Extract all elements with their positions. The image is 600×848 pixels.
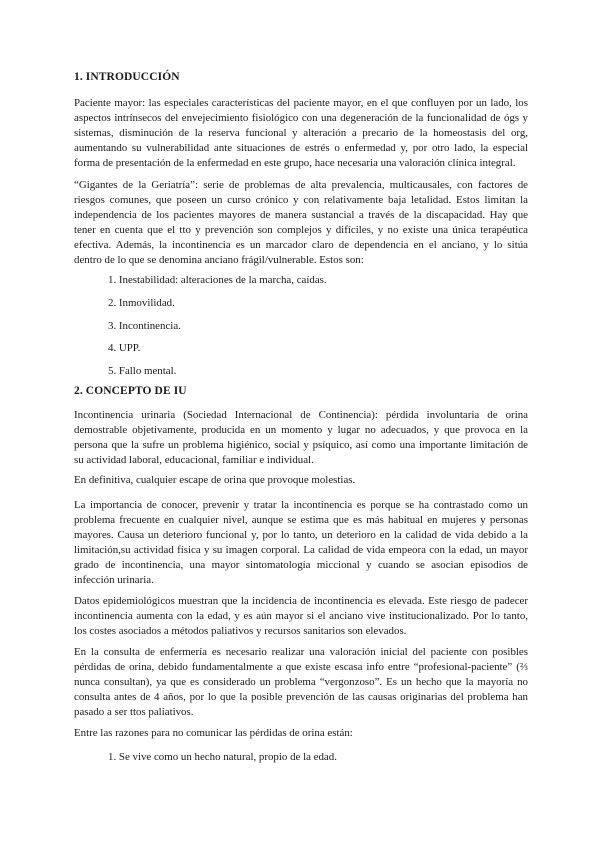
paragraph-datos-epidemiologicos — [74, 594, 528, 639]
text-line: riesgos comunes, que poseen un curso crónico y con relativamente baja letalidad. Estos limitan la — [74, 194, 528, 206]
paragraph-gigantes-geriatria — [74, 178, 528, 268]
text-line: su actividad laboral, educacional, familiar e individual. — [74, 454, 314, 466]
paragraph-en-definitiva — [74, 473, 528, 488]
text-line: persona que la sufre un problema higiénico, social y psíquico, así como una importante limitación de — [74, 439, 528, 451]
text-line: infección urinaria. — [74, 574, 154, 586]
text-line: incontinencia aumenta con la edad, y es aún mayor si el anciano vive institucionalizado. Por lo tanto, — [74, 610, 528, 622]
paragraph-definicion-iu — [74, 408, 528, 468]
text-line: nunca consultan), ya que es considerado un problema “vergonzoso”. Es un hecho que la mayoría no — [74, 676, 528, 688]
list-item: 3. Incontinencia. — [108, 320, 181, 332]
text-line: dentro de lo que se denomina anciano frágil/vulnerable. Estos son: — [74, 254, 364, 266]
text-line: efectiva. Además, la incontinencia es un marcador claro de dependencia en el anciano, y lo sitúa — [74, 239, 528, 251]
list-item: 1. Se vive como un hecho natural, propio de la edad. — [108, 751, 337, 763]
list-item: 4. UPP. — [108, 342, 141, 354]
section-title-introduccion: 1. INTRODUCCIÓN — [74, 71, 180, 83]
paragraph-importancia — [74, 498, 528, 588]
list-item: 2. Inmovilidad. — [108, 297, 175, 309]
text-line: sistemas, disminución de la reserva funcional y alteración a precario de la homeostasis del org, — [74, 127, 528, 139]
text-line: Incontinencia urinaria (Sociedad Internacional de Continencia): pérdida involuntaria de orina — [74, 409, 528, 421]
text-line: demostrable objetivamente, producida en un momento y lugar no adecuados, y que provoca en la — [74, 424, 528, 436]
text-line: consulta antes de 4 años, por lo que la posible prevención de las causas originarias del problema han — [74, 691, 528, 703]
list-item: 1. Inestabilidad: alteraciones de la marcha, caídas. — [108, 274, 327, 286]
paragraph-consulta-enfermeria — [74, 645, 528, 720]
text-line: problema frecuente en cualquier nivel, aunque se estima que es más habitual en mujeres y personas — [74, 514, 528, 526]
text-line: los costes asociados a métodos paliativos y recursos sanitarios son elevados. — [74, 625, 407, 637]
text-line: limitación,su actividad física y su imagen corporal. La calidad de vida empeora con la edad, un mayor — [74, 544, 528, 556]
text-line: aspectos intrínsecos del envejecimiento fisiológico con una degeneración de la funcionalidad de ógs y — [74, 112, 528, 124]
text-line: Datos epidemiológicos muestran que la incidencia de incontinencia es elevada. Este riesgo de padecer — [74, 595, 528, 607]
text-line: aumentando su vulnerabilidad ante situaciones de estrés o enfermedad y, por otro lado, la especial — [74, 142, 528, 154]
text-line: La importancia de conocer, prevenir y tratar la incontinencia es porque se ha contrastado como un — [74, 499, 528, 511]
paragraph-paciente-mayor — [74, 96, 528, 171]
text-line: En la consulta de enfermería es necesario realizar una valoración inicial del paciente con posibles — [74, 646, 528, 658]
text-line: En definitiva, cualquier escape de orina que provoque molestias. — [74, 474, 356, 486]
text-line: forma de presentación de la enfermedad en este grupo, hace necesaria una valoración clínica integral. — [74, 157, 516, 169]
paragraph-razones — [74, 726, 528, 741]
text-line: independencia de los pacientes mayores de manera sustancial a través de la discapacidad. Hay que — [74, 209, 528, 221]
text-line: mayores. Causa un deterioro funcional y, por lo tanto, un deterioro en la calidad de vida debido a la — [74, 529, 528, 541]
text-line: pasado a ser ttos paliativos. — [74, 706, 194, 718]
text-line: Entre las razones para no comunicar las pérdidas de orina están: — [74, 727, 353, 739]
text-line: “Gigantes de la Geriatría”: serie de problemas de alta prevalencia, multicausales, con factores de — [74, 179, 528, 191]
text-line: tener en cuenta que el tto y prevención son complejos y difíciles, y no existe una única terapéutica — [74, 224, 528, 236]
text-line: Paciente mayor: las especiales características del paciente mayor, en el que confluyen por un lado, los — [74, 97, 528, 109]
text-line: grado de incontinencia, una mayor sintomatología miccional y cuando se asocian episodios de — [74, 559, 528, 571]
section-title-concepto-iu: 2. CONCEPTO DE IU — [74, 385, 187, 397]
text-line: pérdidas de orina, debido fundamentalmente a que existe escasa info entre “profesional-paciente” (⅔ — [74, 661, 528, 673]
list-item: 5. Fallo mental. — [108, 365, 177, 377]
